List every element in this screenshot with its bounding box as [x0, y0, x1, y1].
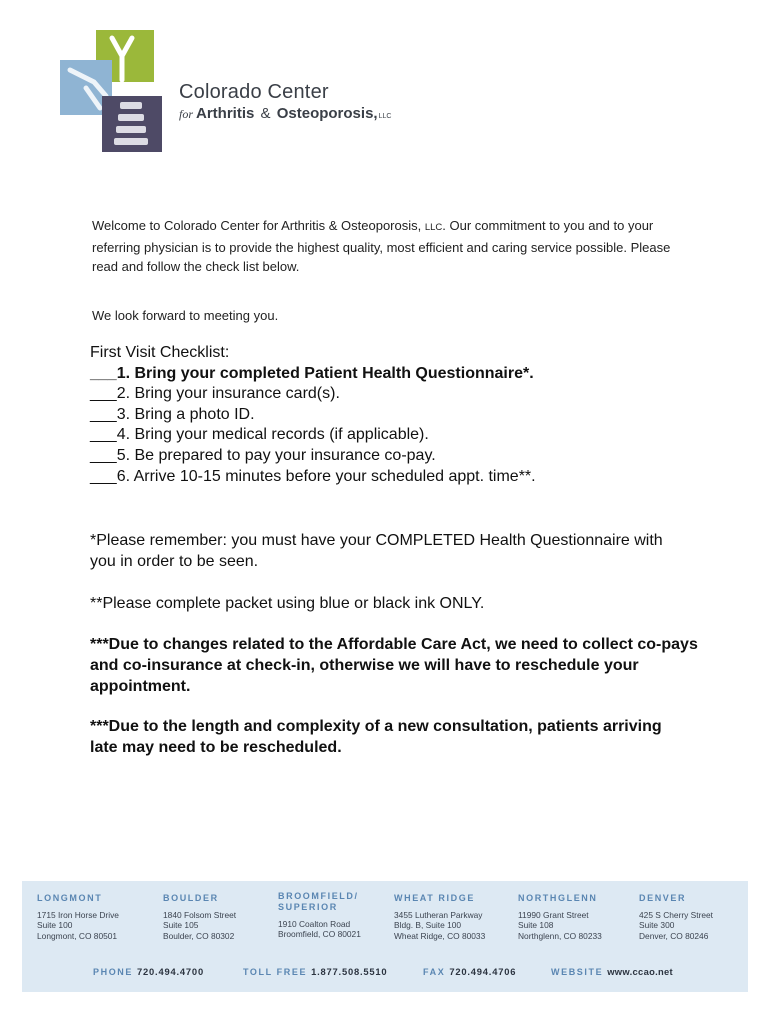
- location-line1: 1715 Iron Horse Drive: [37, 910, 119, 920]
- location-line3: Longmont, CO 80501: [37, 930, 118, 941]
- location-line2: Suite 105: [163, 920, 199, 931]
- first-visit-checklist: [90, 343, 730, 487]
- brand-name-line2: [179, 105, 391, 122]
- location-northglenn: [518, 893, 602, 941]
- checklist-title: First Visit Checklist:: [90, 344, 230, 361]
- location-line1: 425 S Cherry Street: [639, 910, 714, 920]
- location-line3: Northglenn, CO 80233: [518, 930, 602, 941]
- location-line2: Suite 108: [518, 920, 554, 931]
- brand-for: for: [179, 107, 194, 121]
- location-line3: Denver, CO 80246: [639, 930, 709, 941]
- location-city: DENVER: [639, 893, 687, 903]
- location-city: LONGMONT: [37, 893, 103, 903]
- brand-llc: LLC: [378, 113, 392, 120]
- tollfree-value: 1.877.508.5510: [311, 966, 388, 977]
- footer-locations: [22, 881, 748, 992]
- location-wheat-ridge: [394, 893, 485, 941]
- tollfree-label: TOLL FREE: [243, 967, 308, 977]
- brand-arthritis: Arthritis: [196, 105, 255, 122]
- welcome-paragraph: [92, 216, 682, 277]
- website-value: www.ccao.net: [607, 966, 673, 977]
- website-label: WEBSITE: [551, 967, 604, 977]
- location-city2: SUPERIOR: [278, 902, 338, 912]
- contact-website: [551, 966, 673, 977]
- welcome-llc: LLC: [424, 222, 443, 233]
- location-line2: Bldg. B, Suite 100: [394, 920, 462, 931]
- location-boulder: [163, 893, 236, 941]
- phone-label: PHONE: [93, 967, 134, 977]
- note-ink: **Please complete packet using blue or black ink ONLY.: [90, 595, 485, 612]
- location-line1: 1840 Folsom Street: [163, 910, 237, 920]
- contact-fax: [423, 966, 516, 977]
- contact-phone: [93, 966, 204, 977]
- location-line2: Suite 300: [639, 920, 675, 931]
- note-late: ***Due to the length and complexity of a new consultation, patients arriving late may need to be rescheduled.: [90, 718, 662, 756]
- phone-value: 720.494.4700: [137, 966, 204, 977]
- brand-name-line1: Colorado Center: [179, 81, 329, 103]
- location-longmont: [37, 893, 119, 941]
- welcome-text-a: Welcome to Colorado Center for Arthritis & Osteoporosis,: [92, 218, 425, 233]
- location-line1: 1910 Coalton Road: [278, 919, 351, 929]
- location-city: BOULDER: [163, 893, 219, 903]
- location-denver: [639, 893, 713, 941]
- ccao-logo: [56, 30, 166, 155]
- location-city: BROOMFIELD/: [278, 891, 359, 901]
- checklist-item-4: ___4. Bring your medical records (if applicable).: [90, 426, 429, 444]
- location-line2: Suite 100: [37, 920, 73, 931]
- location-line1: 3455 Lutheran Parkway: [394, 910, 483, 920]
- brand-osteoporosis: Osteoporosis,: [276, 105, 378, 122]
- welcome-text-b: . Our commitment to you and to your referring physician is to provide the highest quality, most efficient and caring service possible. Please read and follow the check list below.: [92, 218, 671, 274]
- checklist-item-5: ___5. Be prepared to pay your insurance co-pay.: [90, 446, 436, 464]
- location-line2: Broomfield, CO 80021: [278, 929, 361, 940]
- forward-text: We look forward to meeting you.: [92, 308, 279, 323]
- location-line1: 11990 Grant Street: [518, 910, 589, 920]
- checklist-item-6: ___6. Arrive 10-15 minutes before your scheduled appt. time**.: [90, 467, 536, 485]
- note-remember: *Please remember: you must have your COMPLETED Health Questionnaire with you in order to be seen.: [90, 532, 663, 570]
- location-city: WHEAT RIDGE: [394, 893, 475, 903]
- contact-tollfree: [243, 966, 387, 977]
- location-line3: Boulder, CO 80302: [163, 930, 235, 941]
- location-broomfield: [278, 891, 361, 940]
- location-city: NORTHGLENN: [518, 893, 598, 903]
- checklist-item-3: ___3. Bring a photo ID.: [90, 405, 255, 423]
- checklist-item-1: ___1. Bring your completed Patient Health Questionnaire*.: [90, 364, 534, 382]
- fax-label: FAX: [423, 967, 446, 977]
- brand-ampersand: &: [260, 105, 271, 122]
- fax-value: 720.494.4706: [449, 966, 517, 977]
- location-line3: Wheat Ridge, CO 80033: [394, 930, 486, 941]
- checklist-item-2: ___2. Bring your insurance card(s).: [90, 385, 340, 403]
- note-aca: ***Due to changes related to the Affordable Care Act, we need to collect co-pays and co-insurance at check-in, otherwise we will have to reschedule your appointment.: [90, 636, 698, 695]
